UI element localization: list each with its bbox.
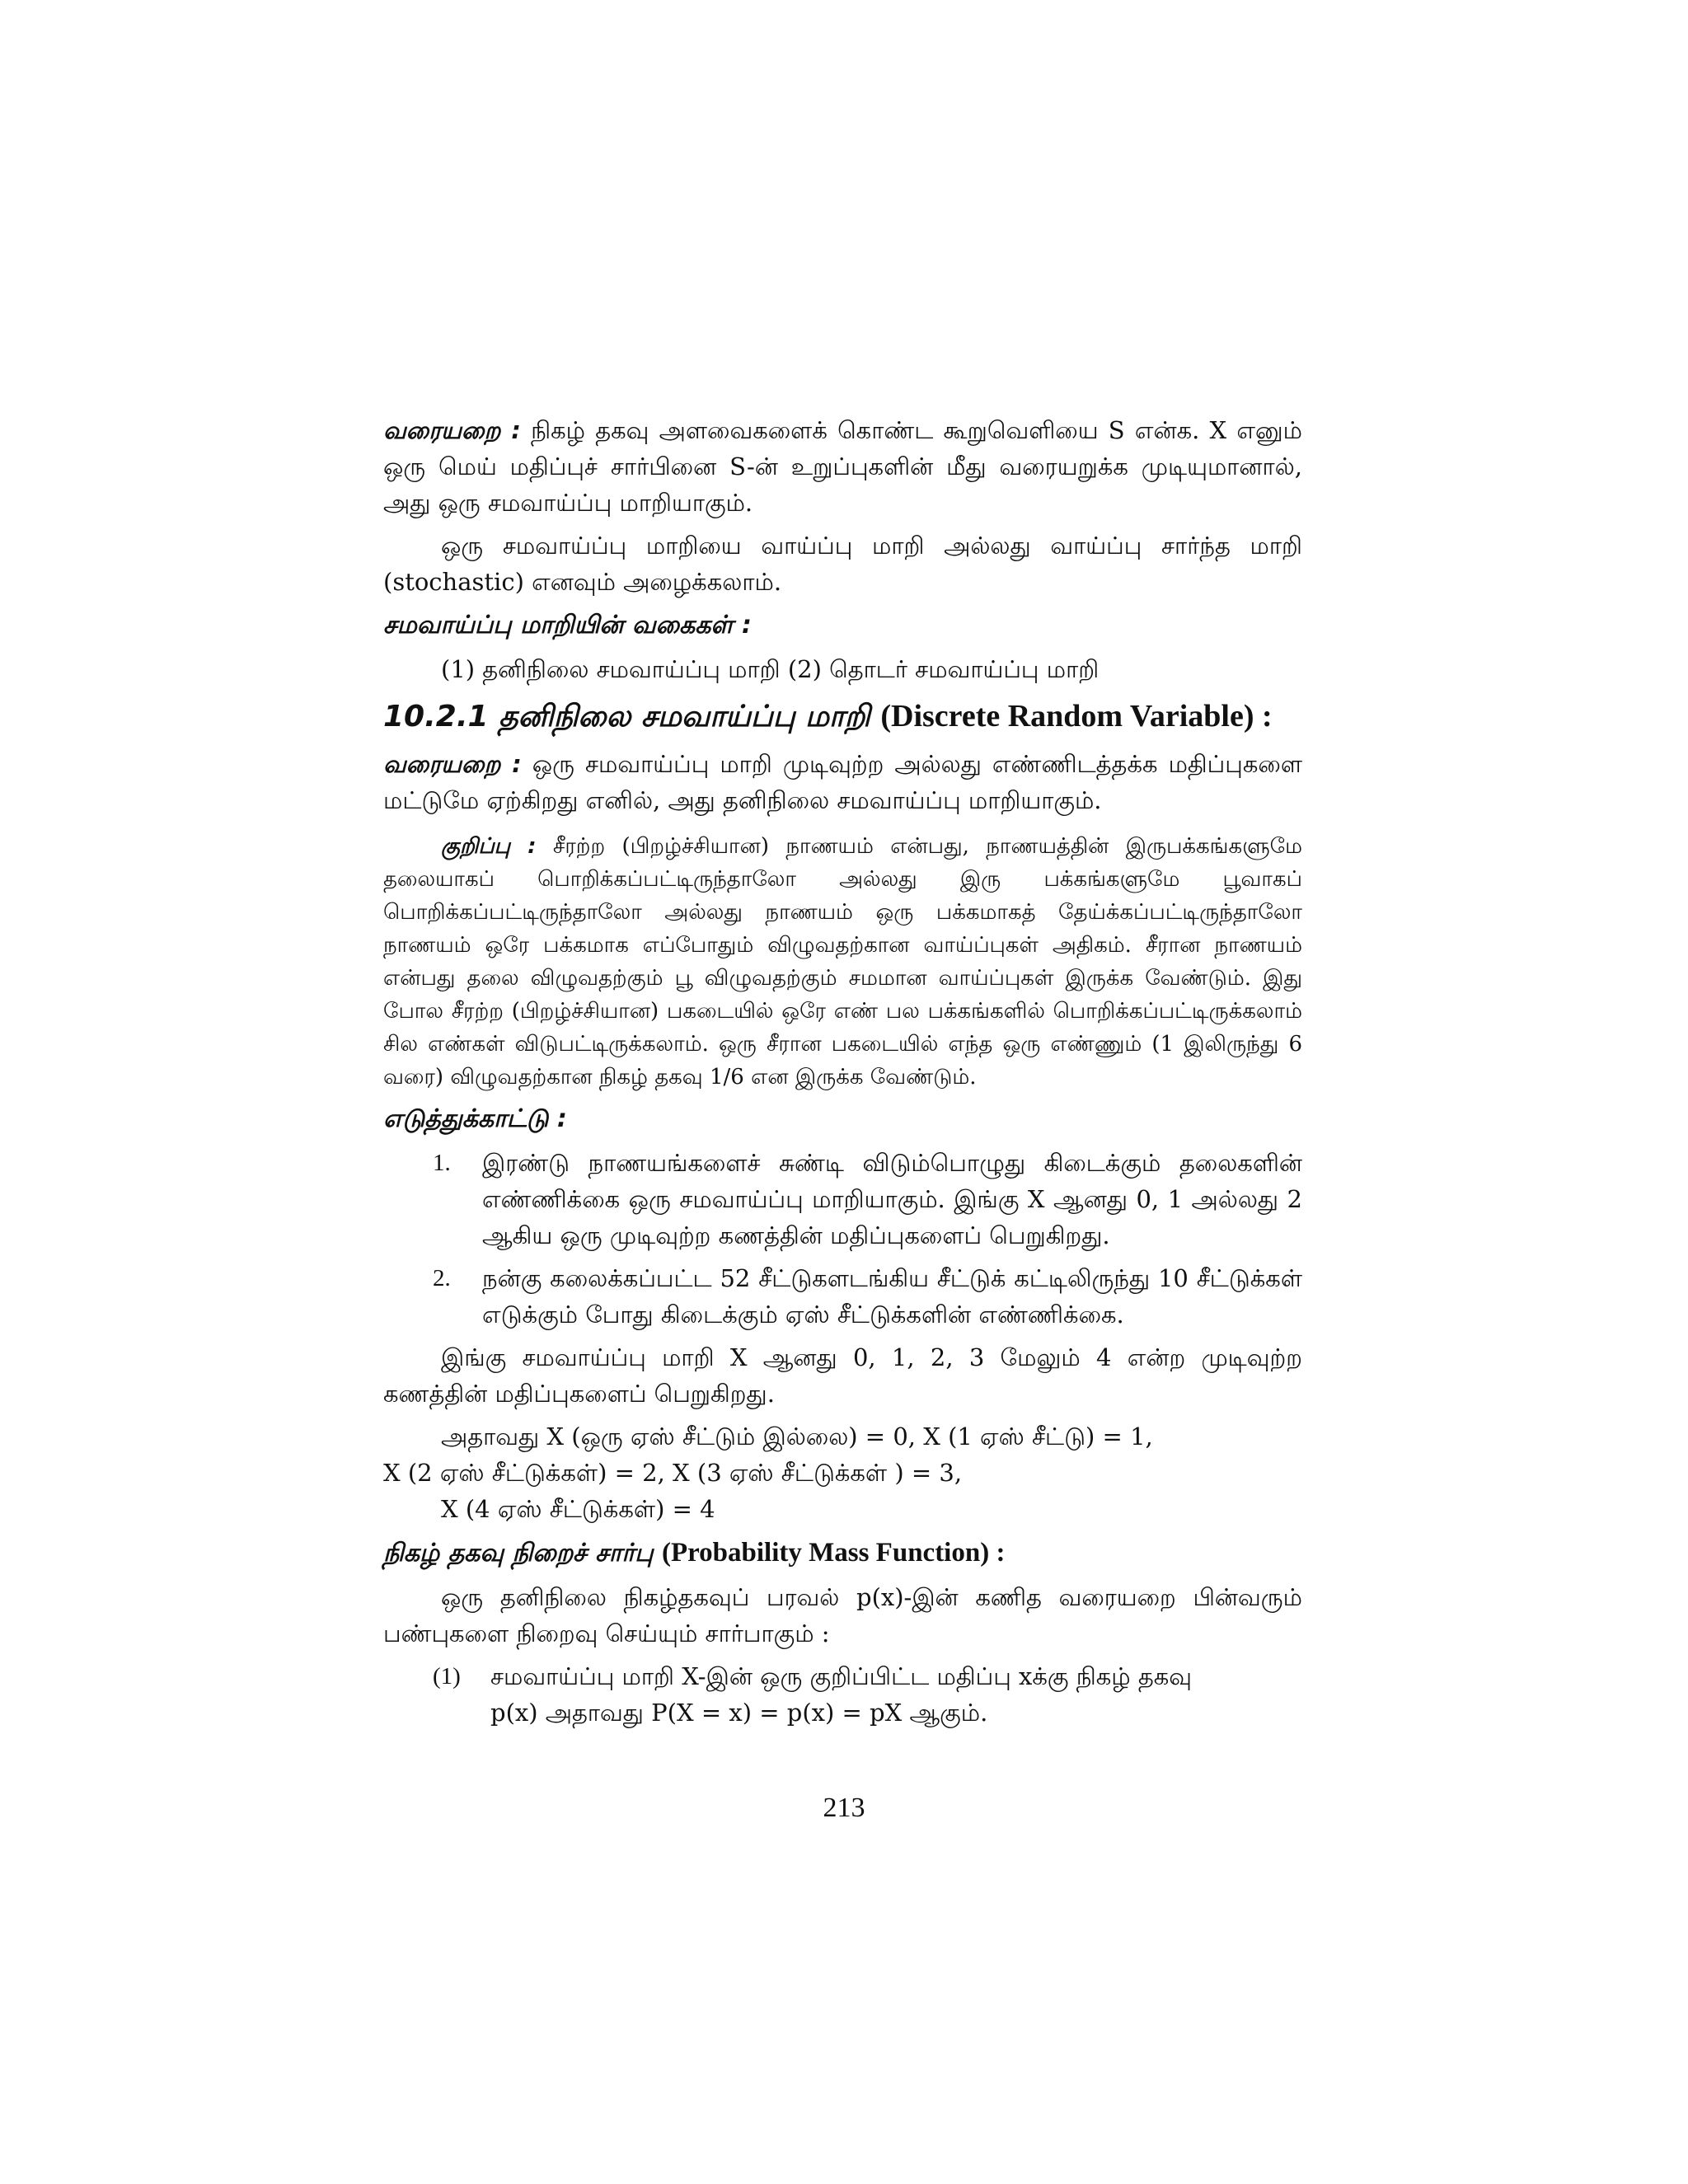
discrete-definition-text: ஒரு சமவாய்ப்பு மாறி முடிவுற்ற அல்லது எண்ணிடத்தக்க மதிப்புகளை மட்டுமே ஏற்கிறது எனில், அது தனிநிலை சமவாய்ப்பு மாறியாகும். xyxy=(383,750,1302,814)
examples-heading: எடுத்துக்காட்டு : xyxy=(383,1104,567,1133)
examples-conclusion: இங்கு சமவாய்ப்பு மாறி X ஆனது 0, 1, 2, 3 மேலும் 4 என்ற முடிவுற்ற கணத்தின் மதிப்புகளைப் பெறுகிறது. xyxy=(383,1343,1302,1408)
types-heading: சமவாய்ப்பு மாறியின் வகைகள் : xyxy=(383,611,752,640)
section-title: 10.2.1 தனிநிலை சமவாய்ப்பு மாறி xyxy=(383,700,870,733)
definition-paragraph xyxy=(383,412,1302,521)
list-item-number: 1. xyxy=(433,1150,451,1176)
list-item xyxy=(383,1145,1302,1254)
section-heading xyxy=(383,694,1302,739)
pmf-heading xyxy=(383,1534,1302,1572)
pmf-item-line-2: p(x) அதாவது P(X = x) = p(x) = pX ஆகும். xyxy=(490,1699,988,1727)
list-item-text: நன்கு கலைக்கப்பட்ட 52 சீட்டுகளடங்கிய சீட்டுக் கட்டிலிருந்து 10 சீட்டுக்கள் எடுக்கும் போது கிடைக்கும் ஏஸ் சீட்டுக்களின் எண்ணிக்கை. xyxy=(482,1264,1302,1329)
page-content xyxy=(383,412,1302,1731)
list-item xyxy=(383,1260,1302,1333)
note-text: சீரற்ற (பிறழ்ச்சியான) நாணயம் என்பது, நாணயத்தின் இருபக்கங்களுமே தலையாகப் பொறிக்கப்பட்டிருந்தாலோ அல்லது இரு பக்கங்களுமே பூவாகப் பொறிக்கப்பட்டிருந்தாலோ அல்லது நாணயம் ஒரு பக்கமாகத் தேய்க்கப்பட்டிருந்தாலோ நாணயம் ஒரே பக்கமாக எப்போதும் விழுவதற்கான வாய்ப்புகள் அதிகம். சீரான நாணயம் என்பது தலை விழுவதற்கும் பூ விழுவதற்கும் சமமான வாய்ப்புகள் இருக்க வேண்டும். இது போல சீரற்ற (பிறழ்ச்சியான) பகடையில் ஒரே எண் பல பக்கங்களில் பொறிக்கப்பட்டிருக்கலாம் சில எண்கள் விடுபட்டிருக்கலாம். ஒரு சீரான பகடையில் எந்த ஒரு எண்ணும் (1 இலிருந்து 6 வரை) விழுவதற்கான நிகழ் தகவு 1/6 என இருக்க வேண்டும். xyxy=(383,834,1303,1090)
pmf-property-item xyxy=(383,1658,1302,1731)
pmf-item-number: (1) xyxy=(433,1663,461,1690)
equation-line-1: அதாவது X (ஒரு ஏஸ் சீட்டும் இல்லை) = 0, X (1 ஏஸ் சீட்டு) = 1, xyxy=(441,1422,1153,1451)
pmf-intro: ஒரு தனிநிலை நிகழ்தகவுப் பரவல் p(x)-இன் கணித வரையறை பின்வரும் பண்புகளை நிறைவு செய்யும் சார்பாகும் : xyxy=(383,1583,1302,1647)
list-item-text: இரண்டு நாணயங்களைச் சுண்டி விடும்பொழுது கிடைக்கும் தலைகளின் எண்ணிக்கை ஒரு சமவாய்ப்பு மாறியாகும். இங்கு X ஆனது 0, 1 அல்லது 2 ஆகிய ஒரு முடிவுற்ற கணத்தின் மதிப்புகளைப் பெறுகிறது. xyxy=(482,1149,1302,1249)
definition-text: நிகழ் தகவு அளவைகளைக் கொண்ட கூறுவெளியை S என்க. X எனும் ஒரு மெய் மதிப்புச் சார்பினை S-ன் உறுப்புகளின் மீது வரையறுக்க முடியுமானால், அது ஒரு சமவாய்ப்பு மாறியாகும். xyxy=(383,416,1303,517)
discrete-definition-label: வரையறை : xyxy=(383,750,522,778)
discrete-definition-paragraph xyxy=(383,746,1302,818)
list-item-number: 2. xyxy=(433,1265,451,1291)
note-paragraph xyxy=(383,830,1302,1094)
definition-label: வரையறை : xyxy=(383,416,521,444)
equation-line-3: X (4 ஏஸ் சீட்டுக்கள்) = 4 xyxy=(441,1495,715,1523)
page-number: 213 xyxy=(823,1793,865,1823)
section-english-title: (Discrete Random Variable) : xyxy=(880,699,1273,733)
equation-line-2: X (2 ஏஸ் சீட்டுக்கள்) = 2, X (3 ஏஸ் சீட்டுக்கள் ) = 3, xyxy=(383,1459,963,1487)
pmf-title: நிகழ் தகவு நிறைச் சார்பு xyxy=(383,1539,654,1568)
note-label: குறிப்பு : xyxy=(441,834,537,859)
examples-list xyxy=(383,1145,1302,1333)
types-list: (1) தனிநிலை சமவாய்ப்பு மாறி (2) தொடர் சமவாய்ப்பு மாறி xyxy=(441,655,1100,683)
pmf-item-line-1: சமவாய்ப்பு மாறி X-இன் ஒரு குறிப்பிட்ட மதிப்பு xக்கு நிகழ் தகவு xyxy=(490,1662,1193,1690)
pmf-english-title: (Probability Mass Function) : xyxy=(661,1538,1006,1568)
alias-paragraph: ஒரு சமவாய்ப்பு மாறியை வாய்ப்பு மாறி அல்லது வாய்ப்பு சார்ந்த மாறி (stochastic) எனவும் அழைக்கலாம். xyxy=(383,532,1302,596)
